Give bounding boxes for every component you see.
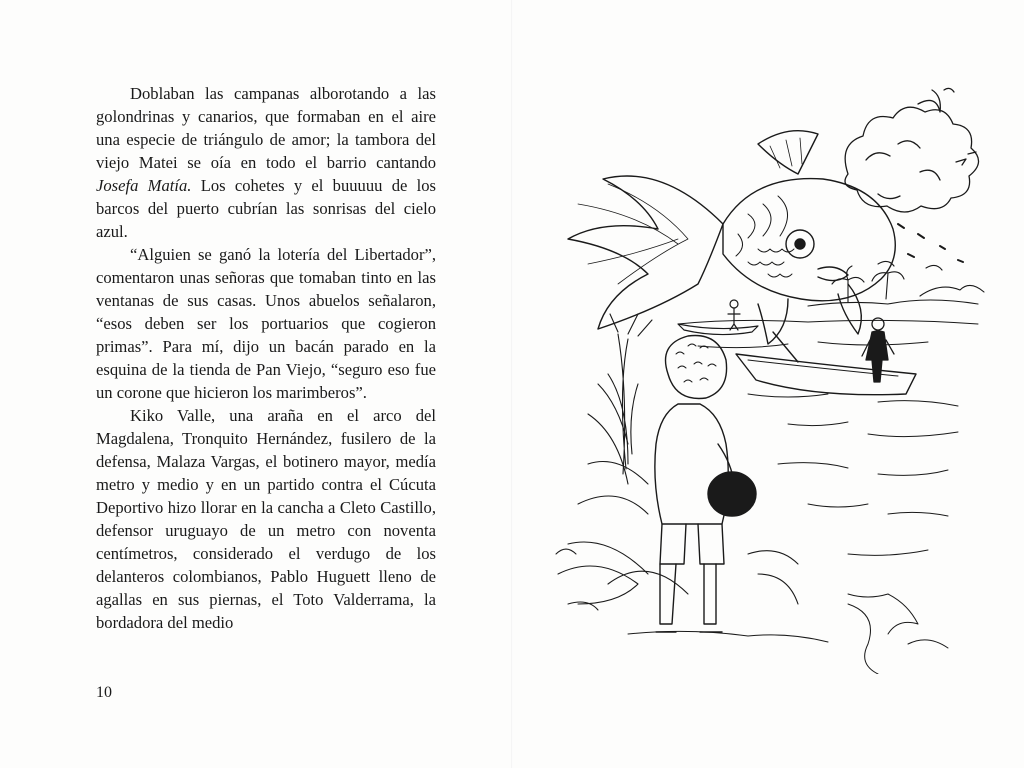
paragraph-3-text: Kiko Valle, una araña en el arco del Magdalena, Tronquito Hernández, fusilero de la defensa, Malaza Vargas, el botinero mayor, medía metro y medio y en un partido contra el Cúcuta Deportivo hizo llorar en la cancha a Cleto Castillo, defensor uruguayo de un metro con noventa centímetros, considerado el verdugo de los delanteros colombianos, Pablo Huguett lleno de agallas en sus piernas, el Toto Valderrama, la bordadora del medio: [96, 406, 436, 632]
paragraph-2: [96, 243, 436, 404]
boat-drawing: [736, 332, 916, 395]
body-text: [96, 82, 436, 634]
plants-drawing: [556, 314, 798, 610]
paragraph-2-text: “Alguien se ganó la lotería del Libertador”, comentaron unas señoras que tomaban tinto en las ventanas de sus casas. Unos abuelos señalaron, “esos deben ser los portuarios que cogieron primas”. Para mí, dijo un bacán parado en la esquina de la tienda de Pan Viejo, “seguro eso fue un corone que hicieron los marimberos”.: [96, 245, 436, 402]
paragraph-1-text-b: Los cohetes y el buuuuu de los barcos del puerto cubrían las sonrisas del cielo azul.: [96, 176, 436, 241]
ink-illustration: [548, 84, 988, 674]
paragraph-3: [96, 404, 436, 634]
song-title-italic: Josefa Matía.: [96, 176, 192, 195]
ground-drawing: [628, 604, 878, 674]
shore-drawing: [808, 224, 984, 306]
fish-drawing: [568, 131, 895, 344]
paragraph-1: [96, 82, 436, 243]
paragraph-1-text-a: Doblaban las campanas alborotando a las golondrinas y canarios, que formaban en el aire una especie de triángulo de amor; la tambora del viejo Matei se oía en todo el barrio cantando: [96, 84, 436, 172]
book-gutter: [511, 0, 513, 768]
illustration-drawing: [548, 84, 988, 674]
boy-drawing: [655, 336, 756, 633]
fisherman-canoe-drawing: [678, 300, 758, 335]
page-number: 10: [96, 684, 112, 701]
